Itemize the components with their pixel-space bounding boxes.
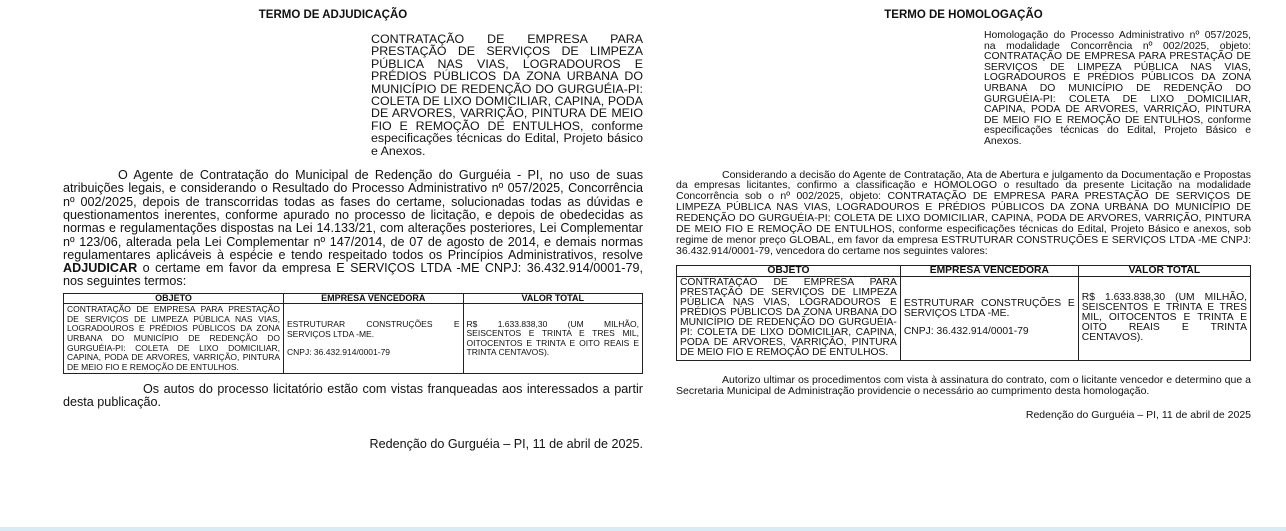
adjudicacao-title: TERMO DE ADJUDICAÇÃO [258, 9, 408, 21]
table-header-row [677, 265, 1251, 276]
homologacao-closing-text: Autorizo ultimar os procedimentos com vista à assinatura do contrato, com o licitante vencedor e determino que a Secretaria Municipal de Administração providencie o necessário ao cumprimento desta homologação. [676, 373, 1251, 397]
homologacao-table [676, 265, 1251, 361]
adjudicacao-ementa: CONTRATAÇÃO DE EMPRESA PARA PRESTAÇÃO DE SERVIÇOS DE LIMPEZA PÚBLICA NAS VIAS, LOGRADOUROS E PRÉDIOS PÚBLICOS DA ZONA URBANA DO MUNICÍPIO DE REDENÇÃO DO GURGUÉIA-PI: COLETA DE LIXO DOMICILIAR, CAPINA, PODA DE ARVORES, VARRIÇÃO, PINTURA DE MEIO FIO E REMOÇÃO DE ENTULHOS, conforme especificações técnicas do Edital, Projeto básico e Anexos. [371, 32, 643, 158]
cell-valor: R$ 1.633.838,30 (UM MILHÃO, SEISCENTOS E TRINTA E TRES MIL, OITOCENTOS E TRINTA E OITO REAIS E TRINTA CENTAVOS). [463, 304, 643, 374]
homologacao-body [676, 170, 1251, 257]
cell-empresa [900, 276, 1078, 360]
header-valor-total: VALOR TOTAL [1078, 265, 1250, 276]
empresa-name: ESTRUTURAR CONSTRUÇÕES E SERVIÇOS LTDA -ME. [287, 318, 460, 339]
cell-objeto: CONTRATAÇÃO DE EMPRESA PARA PRESTAÇÃO DE SERVIÇOS DE LIMPEZA PÚBLICA NAS VIAS, LOGRADOUROS E PRÉDIOS PÚBLICOS DA ZONA URBANA DO MUNICÍPIO DE REDENÇÃO DO GURGUÉIA-PI: COLETA DE LIXO DOMICILIAR, CAPINA, PODA DE ARVORES, VARRIÇÃO, PINTURA DE MEIO FIO E REMOÇÃO DE ENTULHOS. [64, 304, 284, 374]
cell-valor: R$ 1.633.838,30 (UM MILHÃO, SEISCENTOS E TRINTA E TRES MIL, OITOCENTOS E TRINTA E OITO REAIS E TRINTA CENTAVOS). [1078, 276, 1250, 360]
empresa-cnpj: CNPJ: 36.432.914/0001-79 [903, 326, 1029, 338]
adjudicacao-place-date: Redenção do Gurguéia – PI, 11 de abril de 2025. [369, 437, 643, 452]
table-row [64, 304, 643, 374]
homologacao-ementa: Homologação do Processo Administrativo nº 057/2025, na modalidade Concorrência nº 002/2025, objeto: CONTRATAÇÃO DE EMPRESA PARA PRESTAÇÃO DE SERVIÇOS DE LIMPEZA PÚBLICA NAS VIAS, LOGRADOUROS E PRÉDIOS PÚBLICOS DA ZONA URBANA DO MUNICÍPIO DE REDENÇÃO DO GURGUÉIA-PI: COLETA DE LIXO DOMICILIAR, CAPINA, PODA DE ARVORES, VARRIÇÃO, PINTURA DE MEIO FIO E REMOÇÃO DE ENTULHOS, conforme especificações técnicas do Edital, Projeto Básico e Anexos. [984, 30, 1251, 147]
header-empresa-vencedora: EMPRESA VENCEDORA [284, 293, 463, 304]
termo-adjudicacao [63, 0, 643, 451]
homologacao-title: TERMO DE HOMOLOGAÇÃO [884, 9, 1043, 21]
table-header-row [64, 293, 643, 304]
table-row [677, 276, 1251, 360]
header-objeto: OBJETO [677, 265, 901, 276]
cell-objeto: CONTRATAÇÃO DE EMPRESA PARA PRESTAÇÃO DE SERVIÇOS DE LIMPEZA PÚBLICA NAS VIAS, LOGRADOUROS E PRÉDIOS PÚBLICOS DA ZONA URBANA DO MUNICÍPIO DE REDENÇÃO DO GURGUÉIA-PI: COLETA DE LIXO DOMICILIAR, CAPINA, PODA DE ARVORES, VARRIÇÃO, PINTURA DE MEIO FIO E REMOÇÃO DE ENTULHOS. [677, 276, 901, 360]
homologacao-body-text: Considerando a decisão do Agente de Contratação, Ata de Abertura e julgamento da Documentação e Propostas da empresas licitantes, confirmo a classificação e HOMOLOGO o resultado da presente Licitação na modalidade Concorrência sob o nº 002/2025, objeto: CONTRATAÇÃO DE EMPRESA PARA PRESTAÇÃO DE SERVIÇOS DE LIMPEZA PÚBLICA NAS VIAS, LOGRADOUROS E PRÉDIOS PÚBLICOS DA ZONA URBANA DO MUNICÍPIO DE REDENÇÃO DO GURGUÉIA-PI: COLETA DE LIXO DOMICILIAR, CAPINA, PODA DE ARVORES, VARRIÇÃO, PINTURA DE MEIO FIO E REMOÇÃO DE ENTULHOS, conforme especificações técnicas do Edital, Projeto Básico e anexos, sob regime de menor preço GLOBAL, em favor da empresa ESTRUTURAR CONSTRUÇÕES E SERVIÇOS LTDA -ME CNPJ: 36.432.914/0001-79, vencedora do certame nos seguintes valores: [676, 168, 1251, 257]
header-objeto: OBJETO [64, 293, 284, 304]
cell-empresa [284, 304, 463, 374]
empresa-cnpj: CNPJ: 36.432.914/0001-79 [287, 347, 391, 358]
adjudicacao-body-bold: ADJUDICAR [63, 261, 138, 276]
adjudicacao-body [63, 169, 643, 289]
termo-homologacao [676, 0, 1251, 421]
homologacao-closing [676, 375, 1251, 397]
empresa-name: ESTRUTURAR CONSTRUÇÕES E SERVIÇOS LTDA -ME. [903, 298, 1075, 320]
header-valor-total: VALOR TOTAL [463, 293, 643, 304]
adjudicacao-body-after: o certame em favor da empresa E SERVIÇOS LTDA -ME CNPJ: 36.432.914/0001-79, nos seguintes termos: [63, 261, 643, 289]
adjudicacao-closing [63, 383, 643, 409]
adjudicacao-table [63, 293, 643, 375]
homologacao-place-date: Redenção do Gurguéia – PI, 11 de abril de 2025 [1025, 408, 1251, 421]
bottom-strip [0, 527, 1286, 531]
adjudicacao-closing-text: Os autos do processo licitatório estão com vistas franqueadas aos interessados a partir desta publicação. [63, 382, 643, 410]
header-empresa-vencedora: EMPRESA VENCEDORA [900, 265, 1078, 276]
adjudicacao-body-before: O Agente de Contratação do Municipal de Redenção do Gurguéia - PI, no uso de suas atribuições legais, e considerando o Resultado do Processo Administrativo nº 057/2025, Concorrência nº 002/2025, depois de transcorridas todas as fases do certame, solucionadas todas as dúvidas e questionamentos inerentes, conforme apurado no processo de licitação, e depois de obedecidas as normas e regulamentações dispostas na Lei 14.133/21, com alterações posteriores, Lei Complementar nº 123/06, alterada pela Lei Complementar nº 147/2014, de 07 de agosto de 2014, e demais normas regulamentares aplicáveis à espécie e tendo respeitado todos os Princípios Administrativos, resolve [63, 168, 643, 262]
